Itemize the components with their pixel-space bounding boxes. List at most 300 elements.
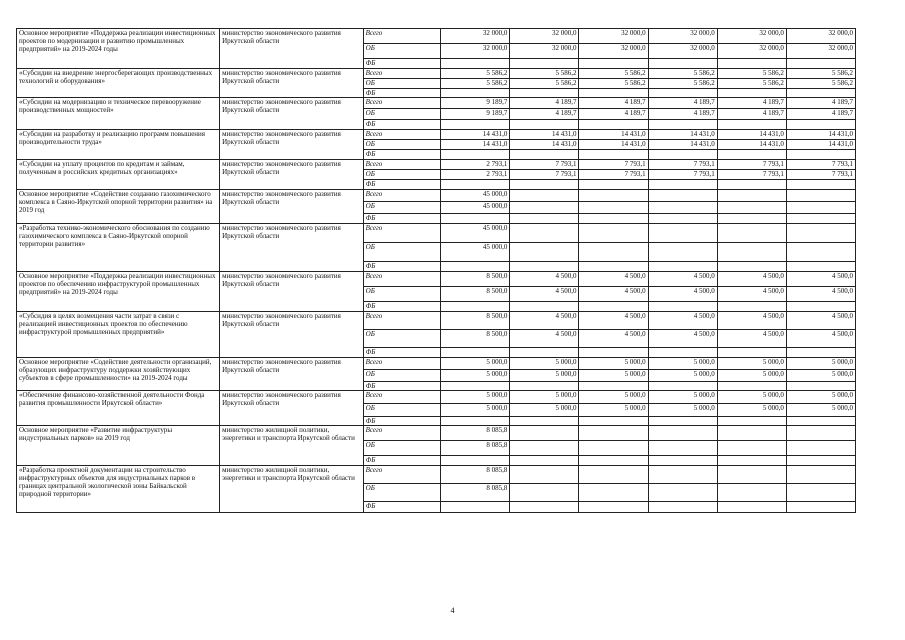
amount-cell	[510, 302, 579, 312]
amount-cell: 8 500,0	[441, 312, 510, 330]
amount-cell	[510, 417, 579, 426]
amount-cell	[648, 89, 717, 98]
amount-cell	[579, 214, 648, 224]
amount-cell	[579, 89, 648, 98]
funding-source-label: Всего	[363, 466, 441, 484]
amount-cell: 8 500,0	[441, 287, 510, 302]
executor-name: министерство жилищной политики, энергетики и транспорта Иркутской области	[220, 426, 364, 466]
funding-source-label: Всего	[363, 98, 441, 109]
amount-cell: 5 000,0	[441, 370, 510, 382]
executor-name: министерство экономического развития Иркутской области	[220, 130, 364, 160]
amount-cell: 14 431,0	[717, 130, 786, 140]
amount-cell	[579, 190, 648, 202]
funding-source-label: ФБ	[363, 382, 441, 391]
amount-cell	[441, 120, 510, 130]
amount-cell: 14 431,0	[717, 140, 786, 150]
amount-cell	[648, 262, 717, 272]
amount-cell: 14 431,0	[648, 130, 717, 140]
amount-cell: 4 189,7	[510, 98, 579, 109]
funding-source-label: ФБ	[363, 302, 441, 312]
funding-source-label: Всего	[363, 272, 441, 287]
funding-source-label: ОБ	[363, 170, 441, 180]
amount-cell	[786, 417, 855, 426]
amount-cell	[786, 348, 855, 358]
amount-cell: 14 431,0	[579, 140, 648, 150]
amount-cell	[579, 441, 648, 456]
amount-cell: 4 500,0	[717, 272, 786, 287]
amount-cell: 7 793,1	[717, 160, 786, 170]
amount-cell: 9 189,7	[441, 98, 510, 109]
amount-cell	[717, 224, 786, 243]
amount-cell	[648, 382, 717, 391]
amount-cell	[786, 202, 855, 214]
amount-cell: 32 000,0	[786, 29, 855, 44]
executor-name: министерство экономического развития Иркутской области	[220, 391, 364, 426]
amount-cell: 5 000,0	[717, 391, 786, 404]
amount-cell	[510, 456, 579, 466]
amount-cell	[648, 180, 717, 190]
amount-cell	[510, 59, 579, 69]
amount-cell: 7 793,1	[786, 160, 855, 170]
amount-cell: 5 586,2	[441, 69, 510, 79]
amount-cell: 5 586,2	[579, 79, 648, 89]
amount-cell: 5 000,0	[786, 391, 855, 404]
amount-cell: 2 793,1	[441, 160, 510, 170]
amount-cell: 4 500,0	[786, 312, 855, 330]
executor-name: министерство экономического развития Иркутской области	[220, 358, 364, 391]
amount-cell	[786, 262, 855, 272]
amount-cell	[786, 302, 855, 312]
funding-source-label: ФБ	[363, 120, 441, 130]
executor-name: министерство экономического развития Иркутской области	[220, 160, 364, 190]
amount-cell: 7 793,1	[510, 160, 579, 170]
amount-cell	[579, 180, 648, 190]
table-row	[17, 272, 856, 287]
amount-cell: 5 586,2	[510, 79, 579, 89]
amount-cell: 8 500,0	[441, 272, 510, 287]
amount-cell: 14 431,0	[579, 130, 648, 140]
amount-cell	[717, 484, 786, 502]
amount-cell: 5 586,2	[786, 69, 855, 79]
measure-name: «Разработка технико-экономического обоснования по созданию газохимического комплекса в Саяно-Иркутской опорной территории развития»	[17, 224, 220, 272]
amount-cell: 45 000,0	[441, 202, 510, 214]
amount-cell: 2 793,1	[441, 170, 510, 180]
table-row	[17, 358, 856, 370]
amount-cell: 5 000,0	[510, 404, 579, 417]
amount-cell	[441, 502, 510, 513]
amount-cell	[579, 120, 648, 130]
amount-cell	[786, 382, 855, 391]
amount-cell	[510, 190, 579, 202]
amount-cell: 32 000,0	[648, 29, 717, 44]
amount-cell: 5 000,0	[579, 358, 648, 370]
amount-cell: 4 500,0	[579, 287, 648, 302]
amount-cell	[717, 150, 786, 160]
table-row	[17, 426, 856, 441]
amount-cell	[510, 224, 579, 243]
funding-source-label: ФБ	[363, 456, 441, 466]
amount-cell	[441, 214, 510, 224]
amount-cell: 5 000,0	[648, 391, 717, 404]
amount-cell: 8 085,8	[441, 426, 510, 441]
amount-cell: 4 189,7	[510, 109, 579, 120]
amount-cell	[579, 224, 648, 243]
amount-cell: 4 500,0	[717, 330, 786, 348]
amount-cell: 5 586,2	[786, 79, 855, 89]
funding-source-label: ОБ	[363, 202, 441, 214]
amount-cell: 32 000,0	[648, 44, 717, 59]
amount-cell	[510, 262, 579, 272]
measure-name: «Субсидии на разработку и реализацию программ повышения производительности труда»	[17, 130, 220, 160]
measure-name: Основное мероприятие «Содействие созданию газохимического комплекса в Саяно-Иркутской опорной территории развития» на 2019 год	[17, 190, 220, 224]
amount-cell	[648, 243, 717, 262]
amount-cell	[648, 502, 717, 513]
amount-cell: 5 586,2	[717, 69, 786, 79]
amount-cell: 32 000,0	[786, 44, 855, 59]
funding-source-label: ОБ	[363, 140, 441, 150]
amount-cell	[510, 214, 579, 224]
funding-source-label: Всего	[363, 69, 441, 79]
amount-cell	[579, 382, 648, 391]
amount-cell: 4 500,0	[717, 287, 786, 302]
amount-cell: 5 000,0	[786, 370, 855, 382]
funding-source-label: ОБ	[363, 44, 441, 59]
amount-cell: 4 500,0	[786, 330, 855, 348]
funding-source-label: ФБ	[363, 180, 441, 190]
funding-source-label: Всего	[363, 130, 441, 140]
amount-cell: 7 793,1	[648, 170, 717, 180]
amount-cell	[441, 456, 510, 466]
amount-cell: 5 000,0	[648, 404, 717, 417]
amount-cell	[786, 243, 855, 262]
amount-cell: 5 000,0	[786, 358, 855, 370]
amount-cell	[441, 348, 510, 358]
executor-name: министерство экономического развития Иркутской области	[220, 224, 364, 272]
amount-cell	[579, 150, 648, 160]
amount-cell: 4 189,7	[786, 98, 855, 109]
amount-cell: 4 500,0	[786, 272, 855, 287]
amount-cell: 14 431,0	[441, 130, 510, 140]
amount-cell: 5 586,2	[648, 79, 717, 89]
amount-cell	[441, 417, 510, 426]
amount-cell: 14 431,0	[786, 140, 855, 150]
funding-table	[16, 28, 856, 513]
funding-source-label: Всего	[363, 312, 441, 330]
funding-table-body	[17, 29, 856, 513]
amount-cell	[648, 456, 717, 466]
amount-cell	[786, 441, 855, 456]
amount-cell: 45 000,0	[441, 243, 510, 262]
amount-cell: 14 431,0	[648, 140, 717, 150]
amount-cell: 4 500,0	[510, 272, 579, 287]
amount-cell: 8 085,8	[441, 466, 510, 484]
funding-source-label: ФБ	[363, 348, 441, 358]
table-row	[17, 224, 856, 243]
amount-cell	[510, 382, 579, 391]
amount-cell	[648, 441, 717, 456]
amount-cell: 5 000,0	[579, 370, 648, 382]
amount-cell	[510, 243, 579, 262]
page-number: 4	[450, 606, 455, 615]
executor-name: министерство экономического развития Иркутской области	[220, 69, 364, 98]
amount-cell	[786, 120, 855, 130]
amount-cell	[717, 214, 786, 224]
amount-cell: 5 586,2	[717, 79, 786, 89]
amount-cell	[441, 89, 510, 98]
amount-cell	[648, 224, 717, 243]
table-row	[17, 391, 856, 404]
amount-cell: 7 793,1	[510, 170, 579, 180]
amount-cell	[510, 466, 579, 484]
measure-name: Основное мероприятие «Поддержка реализации инвестиционных проектов по модернизации и развитию промышленных предприятий» на 2019-2024 годы	[17, 29, 220, 69]
amount-cell	[510, 89, 579, 98]
amount-cell: 4 189,7	[717, 109, 786, 120]
amount-cell	[441, 262, 510, 272]
amount-cell	[717, 441, 786, 456]
executor-name: министерство жилищной политики, энергетики и транспорта Иркутской области	[220, 466, 364, 513]
amount-cell	[579, 59, 648, 69]
amount-cell: 14 431,0	[510, 130, 579, 140]
amount-cell	[441, 59, 510, 69]
funding-source-label: ОБ	[363, 109, 441, 120]
amount-cell: 32 000,0	[510, 44, 579, 59]
amount-cell: 4 189,7	[648, 98, 717, 109]
table-row	[17, 312, 856, 330]
amount-cell	[510, 441, 579, 456]
amount-cell	[579, 348, 648, 358]
amount-cell: 8 085,8	[441, 441, 510, 456]
amount-cell	[717, 348, 786, 358]
amount-cell	[717, 59, 786, 69]
amount-cell	[717, 502, 786, 513]
amount-cell: 4 189,7	[579, 98, 648, 109]
amount-cell	[579, 456, 648, 466]
amount-cell: 4 189,7	[648, 109, 717, 120]
amount-cell: 14 431,0	[510, 140, 579, 150]
amount-cell: 5 586,2	[510, 69, 579, 79]
amount-cell: 4 500,0	[648, 312, 717, 330]
amount-cell: 8 085,8	[441, 484, 510, 502]
amount-cell	[786, 214, 855, 224]
funding-source-label: Всего	[363, 391, 441, 404]
amount-cell: 32 000,0	[717, 29, 786, 44]
amount-cell	[648, 202, 717, 214]
amount-cell	[786, 426, 855, 441]
amount-cell	[717, 202, 786, 214]
amount-cell: 45 000,0	[441, 190, 510, 202]
amount-cell: 5 000,0	[510, 370, 579, 382]
amount-cell: 5 000,0	[717, 370, 786, 382]
amount-cell	[648, 417, 717, 426]
amount-cell	[786, 224, 855, 243]
amount-cell	[717, 466, 786, 484]
amount-cell: 4 500,0	[648, 272, 717, 287]
amount-cell	[579, 502, 648, 513]
amount-cell	[648, 120, 717, 130]
amount-cell: 5 000,0	[441, 391, 510, 404]
amount-cell	[786, 484, 855, 502]
amount-cell	[648, 214, 717, 224]
amount-cell	[717, 426, 786, 441]
funding-source-label: ФБ	[363, 262, 441, 272]
funding-source-label: ОБ	[363, 243, 441, 262]
amount-cell	[579, 417, 648, 426]
amount-cell: 5 000,0	[717, 404, 786, 417]
funding-source-label: Всего	[363, 358, 441, 370]
amount-cell: 5 000,0	[717, 358, 786, 370]
amount-cell: 5 000,0	[510, 391, 579, 404]
amount-cell	[510, 502, 579, 513]
measure-name: «Субсидии на внедрение энергосберегающих производственных технологий и оборудования»	[17, 69, 220, 98]
amount-cell	[786, 190, 855, 202]
amount-cell: 4 500,0	[510, 312, 579, 330]
amount-cell: 4 500,0	[579, 312, 648, 330]
table-row	[17, 466, 856, 484]
amount-cell	[648, 190, 717, 202]
table-row	[17, 160, 856, 170]
amount-cell	[717, 456, 786, 466]
amount-cell: 5 586,2	[579, 69, 648, 79]
amount-cell	[717, 190, 786, 202]
funding-source-label: ОБ	[363, 441, 441, 456]
funding-source-label: ОБ	[363, 330, 441, 348]
executor-name: министерство экономического развития Иркутской области	[220, 312, 364, 358]
amount-cell	[579, 243, 648, 262]
measure-name: «Субсидии на уплату процентов по кредитам и займам, полученным в российских кредитных организациях»	[17, 160, 220, 190]
amount-cell	[579, 426, 648, 441]
table-row	[17, 130, 856, 140]
amount-cell	[441, 180, 510, 190]
amount-cell: 4 500,0	[648, 330, 717, 348]
amount-cell: 4 189,7	[579, 109, 648, 120]
amount-cell: 4 500,0	[510, 330, 579, 348]
amount-cell	[648, 302, 717, 312]
measure-name: Основное мероприятие «Развитие инфраструктуры индустриальных парков» на 2019 год	[17, 426, 220, 466]
table-row	[17, 69, 856, 79]
amount-cell	[648, 466, 717, 484]
funding-source-label: ФБ	[363, 417, 441, 426]
funding-source-label: ФБ	[363, 150, 441, 160]
amount-cell	[510, 180, 579, 190]
amount-cell: 4 500,0	[648, 287, 717, 302]
amount-cell	[717, 120, 786, 130]
amount-cell	[786, 150, 855, 160]
table-row	[17, 190, 856, 202]
funding-source-label: ФБ	[363, 89, 441, 98]
amount-cell	[648, 150, 717, 160]
amount-cell: 7 793,1	[579, 160, 648, 170]
amount-cell	[786, 466, 855, 484]
amount-cell: 9 189,7	[441, 109, 510, 120]
amount-cell	[441, 302, 510, 312]
amount-cell	[441, 150, 510, 160]
funding-source-label: ОБ	[363, 79, 441, 89]
amount-cell	[510, 484, 579, 502]
amount-cell	[579, 466, 648, 484]
amount-cell	[579, 262, 648, 272]
amount-cell: 4 189,7	[786, 109, 855, 120]
amount-cell	[648, 348, 717, 358]
amount-cell: 32 000,0	[717, 44, 786, 59]
amount-cell: 5 586,2	[441, 79, 510, 89]
amount-cell	[579, 202, 648, 214]
amount-cell	[786, 89, 855, 98]
amount-cell: 4 189,7	[717, 98, 786, 109]
amount-cell: 14 431,0	[441, 140, 510, 150]
amount-cell: 5 000,0	[579, 391, 648, 404]
amount-cell	[648, 426, 717, 441]
funding-source-label: ОБ	[363, 404, 441, 417]
amount-cell	[717, 382, 786, 391]
amount-cell	[717, 180, 786, 190]
amount-cell	[717, 417, 786, 426]
amount-cell	[786, 180, 855, 190]
measure-name: «Разработка проектной документации на строительство инфраструктурных объектов для индустриальных парков в границах центральной экологической зоны Байкальской природной территории»	[17, 466, 220, 513]
amount-cell	[717, 302, 786, 312]
amount-cell	[648, 484, 717, 502]
amount-cell	[717, 89, 786, 98]
funding-source-label: ФБ	[363, 59, 441, 69]
amount-cell	[786, 59, 855, 69]
amount-cell: 5 000,0	[441, 358, 510, 370]
table-row	[17, 29, 856, 44]
funding-source-label: Всего	[363, 426, 441, 441]
amount-cell	[717, 262, 786, 272]
funding-source-label: ОБ	[363, 370, 441, 382]
amount-cell: 5 000,0	[786, 404, 855, 417]
funding-source-label: Всего	[363, 29, 441, 44]
measure-name: «Обеспечение финансово-хозяйственной деятельности Фонда развития промышленности Иркутской области»	[17, 391, 220, 426]
amount-cell: 7 793,1	[579, 170, 648, 180]
funding-source-label: ФБ	[363, 502, 441, 513]
executor-name: министерство экономического развития Иркутской области	[220, 98, 364, 130]
amount-cell: 5 000,0	[648, 370, 717, 382]
amount-cell: 32 000,0	[441, 29, 510, 44]
amount-cell	[579, 484, 648, 502]
funding-source-label: Всего	[363, 224, 441, 243]
amount-cell: 7 793,1	[786, 170, 855, 180]
amount-cell: 4 500,0	[579, 272, 648, 287]
amount-cell	[510, 202, 579, 214]
amount-cell: 32 000,0	[579, 44, 648, 59]
funding-source-label: Всего	[363, 190, 441, 202]
measure-name: Основное мероприятие «Поддержка реализации инвестиционных проектов по обеспечению инфраструктурой промышленных предприятий» на 2019-2024 годы	[17, 272, 220, 312]
amount-cell	[786, 502, 855, 513]
executor-name: министерство экономического развития Иркутской области	[220, 29, 364, 69]
amount-cell	[510, 120, 579, 130]
amount-cell: 5 586,2	[648, 69, 717, 79]
amount-cell: 7 793,1	[717, 170, 786, 180]
executor-name: министерство экономического развития Иркутской области	[220, 272, 364, 312]
amount-cell: 4 500,0	[579, 330, 648, 348]
amount-cell	[579, 302, 648, 312]
amount-cell: 14 431,0	[786, 130, 855, 140]
amount-cell: 4 500,0	[786, 287, 855, 302]
amount-cell: 45 000,0	[441, 224, 510, 243]
measure-name: «Субсидии на модернизацию и техническое перевооружение производственных мощностей»	[17, 98, 220, 130]
amount-cell: 4 500,0	[510, 287, 579, 302]
amount-cell: 32 000,0	[441, 44, 510, 59]
funding-source-label: ОБ	[363, 484, 441, 502]
amount-cell	[648, 59, 717, 69]
funding-source-label: ОБ	[363, 287, 441, 302]
amount-cell	[786, 456, 855, 466]
funding-source-label: ФБ	[363, 214, 441, 224]
amount-cell	[441, 382, 510, 391]
amount-cell: 8 500,0	[441, 330, 510, 348]
amount-cell: 7 793,1	[648, 160, 717, 170]
amount-cell	[510, 150, 579, 160]
